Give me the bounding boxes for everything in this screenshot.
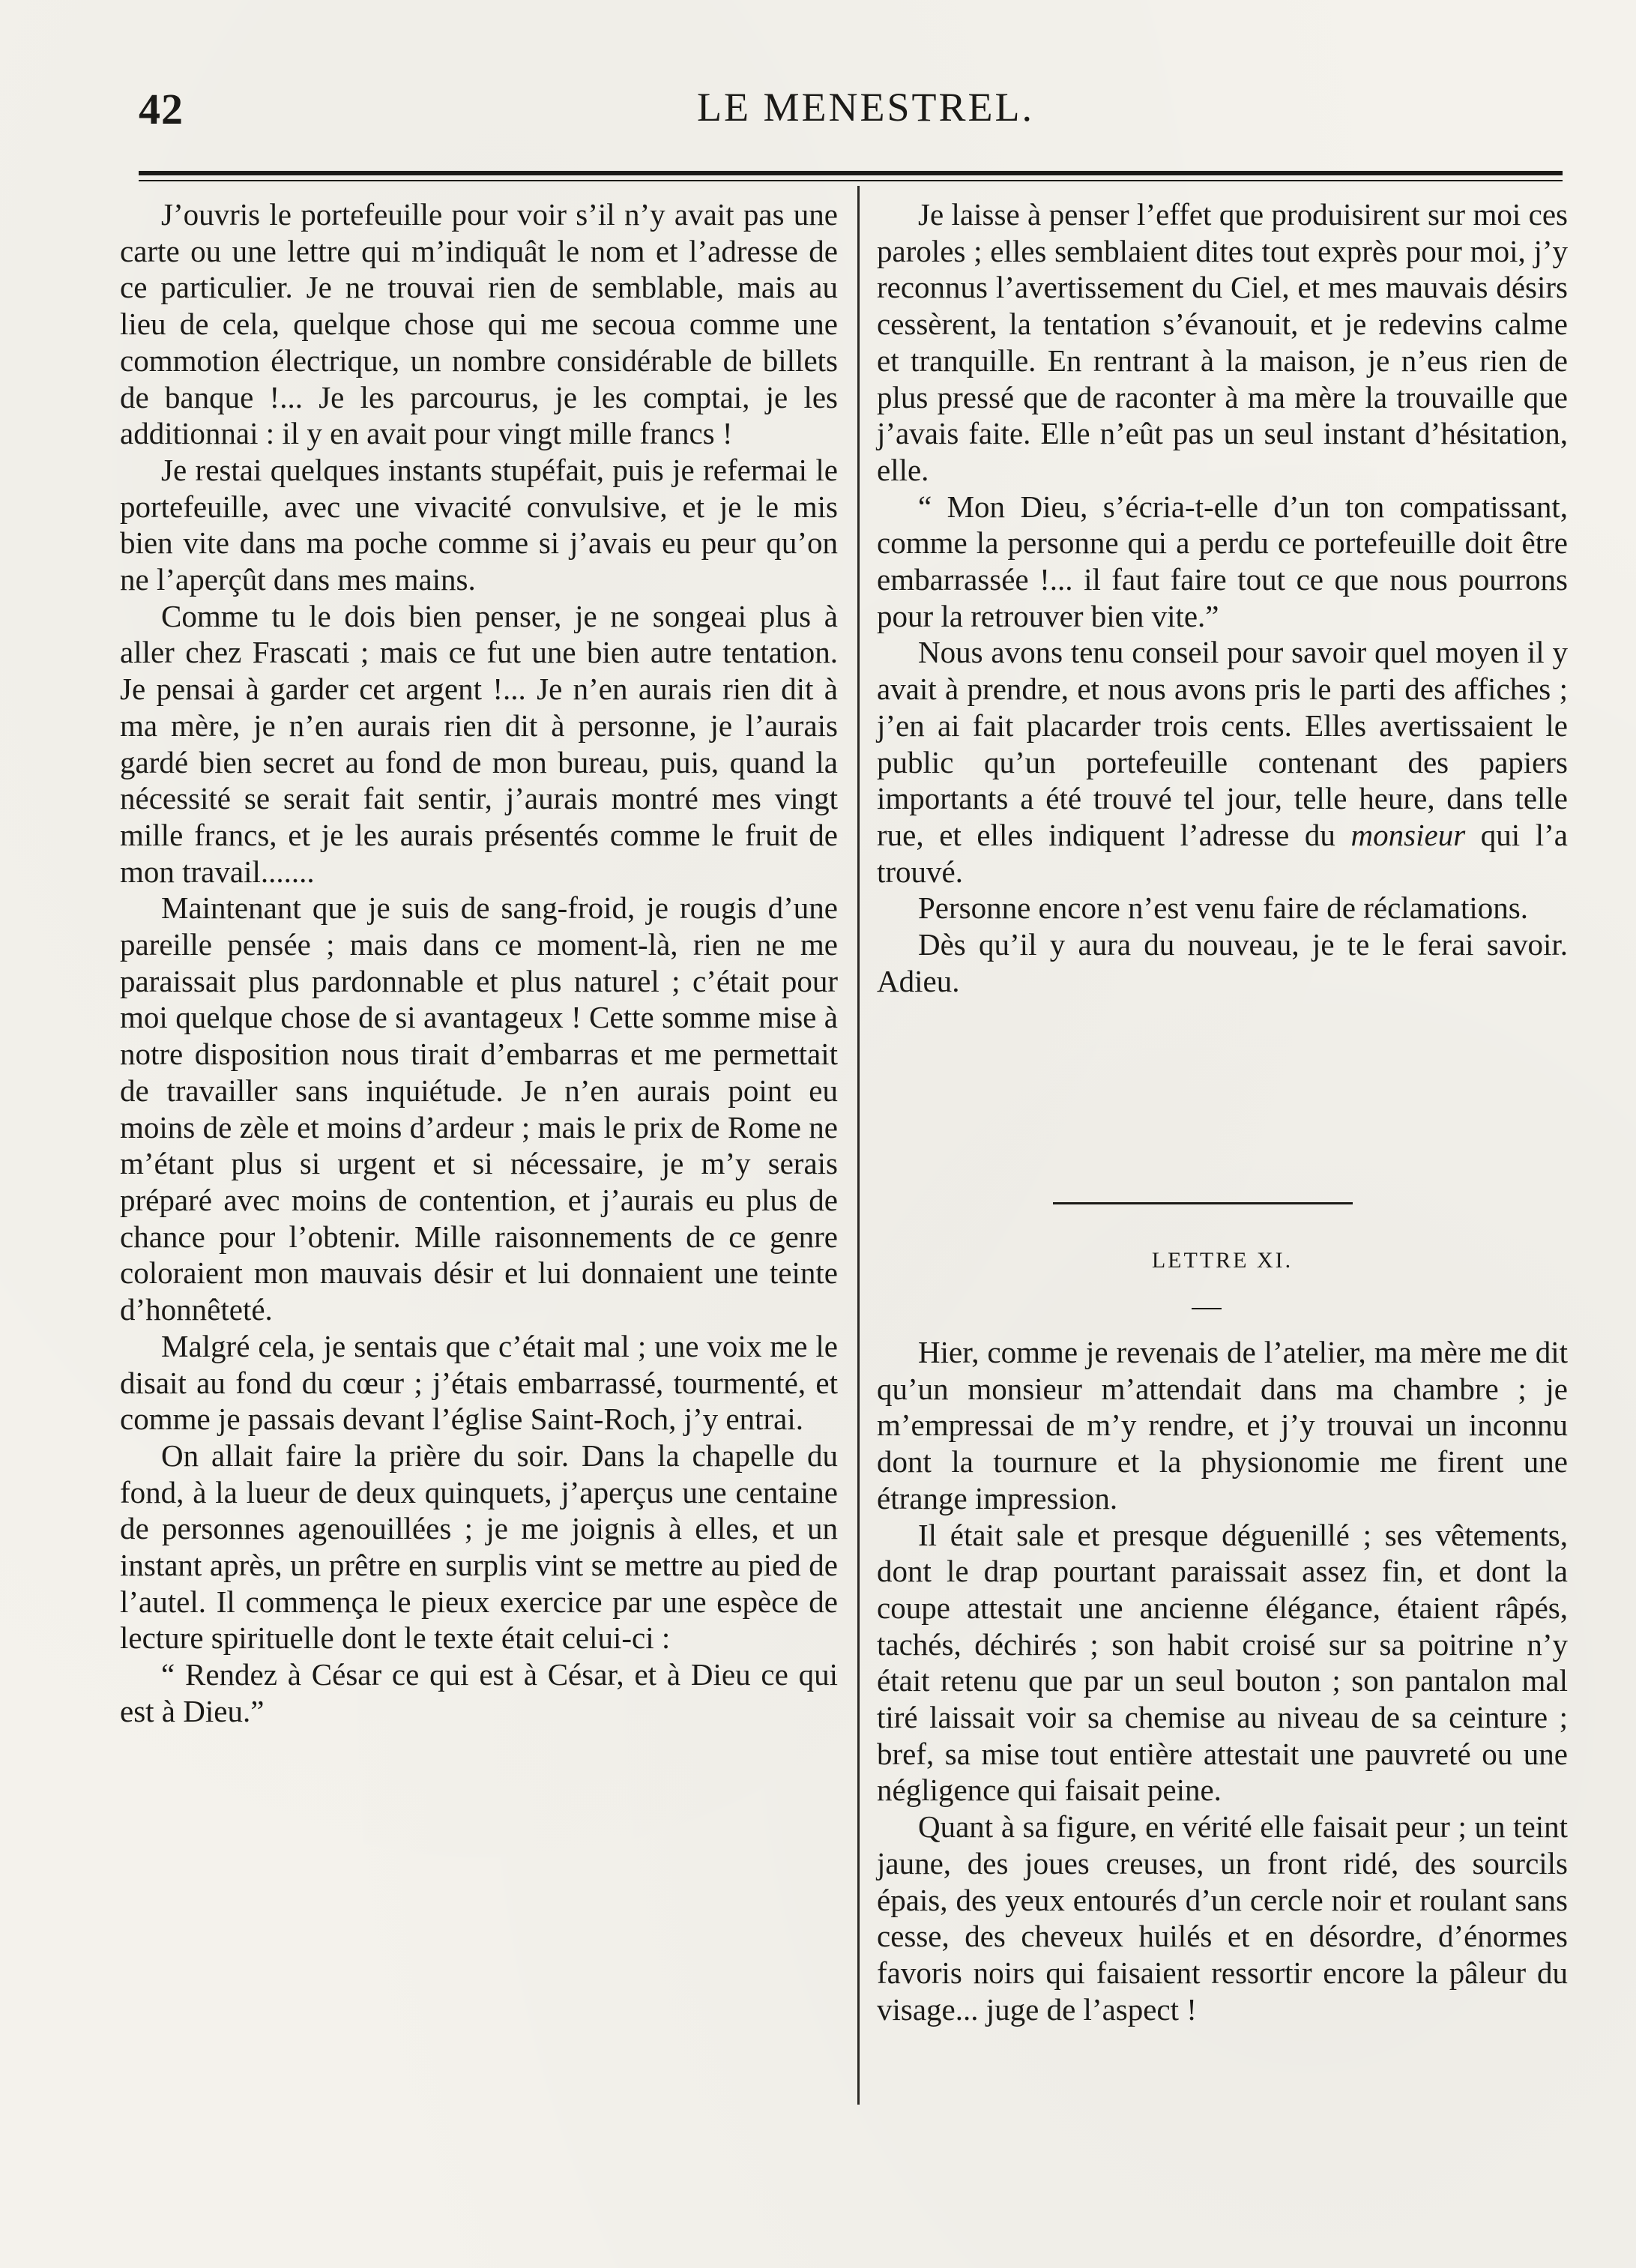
heading-dash	[1192, 1308, 1222, 1309]
paragraph-with-italic	[877, 634, 1568, 890]
paragraph: Il était sale et presque déguenillé ; ses vêtements, dont le drap pourtant paraissait assez fin, et dont la coupe attestait une ancienne élégance, étaient râpés, tachés, déchirés ; son habit croisé sur sa poitrine n’y était retenu que par un seul bouton ; son pantalon mal tiré laissait voir sa chemise au niveau de sa ceinture ; bref, sa mise tout entière attestait une pauvreté ou une négligence qui faisait peine.	[877, 1517, 1568, 1808]
paragraph: Dès qu’il y aura du nouveau, je te le ferai savoir. Adieu.	[877, 927, 1568, 998]
running-title: LE MENESTREL.	[697, 85, 1034, 130]
page-number: 42	[139, 85, 184, 133]
paragraph: J’ouvris le portefeuille pour voir s’il n’y avait pas une carte ou une lettre qui m’indiquât le nom et l’adresse de ce particulier. Je ne trouvai rien de semblable, mais au lieu de cela, quelque chose qui me secoua comme une commotion électrique, un nombre considérable de billets de banque !... Je les parcourus, je les comptai, je les additionnai : il y en avait pour vingt mille francs !	[120, 197, 838, 451]
paragraph: Hier, comme je revenais de l’atelier, ma mère me dit qu’un monsieur m’attendait dans ma chambre ; je m’empressai de m’y rendre, et j’y trouvai un inconnu dont la tournure et la physionomie me firent une étrange impression.	[877, 1335, 1568, 1515]
paragraph-tail: qui l’a trouvé.	[877, 817, 1569, 889]
right-column-bottom	[877, 1334, 1568, 2027]
paragraph: “ Mon Dieu, s’écria-t-elle d’un ton compatissant, comme la personne qui a perdu ce portefeuille doit être embarrassée !... il faut faire tout ce que nous pourrons pour la retrouver bien vite.”	[877, 489, 1568, 633]
paragraph: Maintenant que je suis de sang-froid, je rougis d’une pareille pensée ; mais dans ce moment-là, rien ne me paraissait plus pardonnable et plus naturel ; c’était pour moi quelque chose de si avantageux ! Cette somme mise à notre disposition nous tirait d’embarras et me permettait de travailler sans inquiétude. Je n’en aurais point eu moins de zèle et moins d’ardeur ; mais le prix de Rome ne m’étant plus si urgent et si nécessaire, je m’y serais préparé avec moins de contention, et j’aurais eu plus de chance pour l’obtenir. Mille raisonnements de ce genre coloraient mon mauvais désir et lui donnaient une teinte d’honnêteté.	[120, 890, 838, 1327]
paragraph: On allait faire la prière du soir. Dans la chapelle du fond, à la lueur de deux quinquets, j’aperçus une centaine de personnes agenouillées ; je me joignis à elles, et un instant après, un prêtre en surplis vint se mettre au pied de l’autel. Il commença le pieux exercice par une espèce de lecture spirituelle dont le texte était celui-ci :	[120, 1438, 838, 1656]
paragraph: Je laisse à penser l’effet que produisirent sur moi ces paroles ; elles semblaient dites tout exprès pour moi, j’y reconnus l’avertissement du Ciel, et mes mauvais désirs cessèrent, la tentation s’évanouit, et je redevins calme et tranquille. En rentrant à la maison, je n’eus rien de plus pressé que de raconter à ma mère la trouvaille que j’avais faite. Elle n’eût pas un seul instant d’hésitation, elle.	[877, 197, 1568, 487]
paragraph: “ Rendez à César ce qui est à César, et à Dieu ce qui est à Dieu.”	[120, 1657, 838, 1728]
header-rule-thick	[139, 171, 1563, 175]
left-column	[120, 196, 838, 1730]
paragraph: Je restai quelques instants stupéfait, puis je refermai le portefeuille, avec une vivacité convulsive, et je le mis bien vite dans ma poche comme si j’avais eu peur qu’on ne l’aperçût dans mes mains.	[120, 452, 838, 597]
section-rule	[1053, 1202, 1353, 1204]
paragraph: Quant à sa figure, en vérité elle faisait peur ; un teint jaune, des joues creuses, un front ridé, des sourcils épais, des yeux entourés d’un cercle noir et roulant sans cesse, des cheveux huilés et en désordre, d’énormes favoris noirs qui faisaient ressortir encore la pâleur du visage... juge de l’aspect !	[877, 1809, 1568, 2027]
paragraph: Malgré cela, je sentais que c’était mal ; une voix me le disait au fond du cœur ; j’étais embarrassé, tourmenté, et comme je passais devant l’église Saint-Roch, j’y entrai.	[120, 1328, 838, 1437]
right-column-top	[877, 196, 1568, 999]
column-divider	[857, 186, 860, 2105]
page-header	[127, 84, 1566, 136]
paragraph: Personne encore n’est venu faire de réclamations.	[918, 890, 1528, 926]
letter-heading: LETTRE XI.	[1151, 1248, 1294, 1273]
paragraph: Comme tu le dois bien penser, je ne songeai plus à aller chez Frascati ; mais ce fut une bien autre tentation. Je pensai à garder cet argent !... Je n’en aurais rien dit à ma mère, je n’en aurais rien dit à personne, je l’aurais gardé bien secret au fond de mon bureau, puis, quand la nécessité se serait fait sentir, j’aurais montré mes vingt mille francs, et je les aurais présentés comme le fruit de mon travail.......	[120, 598, 838, 889]
italic-word: monsieur	[1350, 817, 1466, 852]
paragraph-text: Nous avons tenu conseil pour savoir quel moyen il y avait à prendre, et nous avons pris le parti des affiches ; j’en ai fait placarder trois cents. Elles avertissaient le public qu’un portefeuille contenant des papiers importants a été trouvé tel jour, telle heure, dans telle rue, et elles indiquent l’adresse du	[877, 635, 1568, 852]
header-rule-thin	[139, 180, 1563, 181]
